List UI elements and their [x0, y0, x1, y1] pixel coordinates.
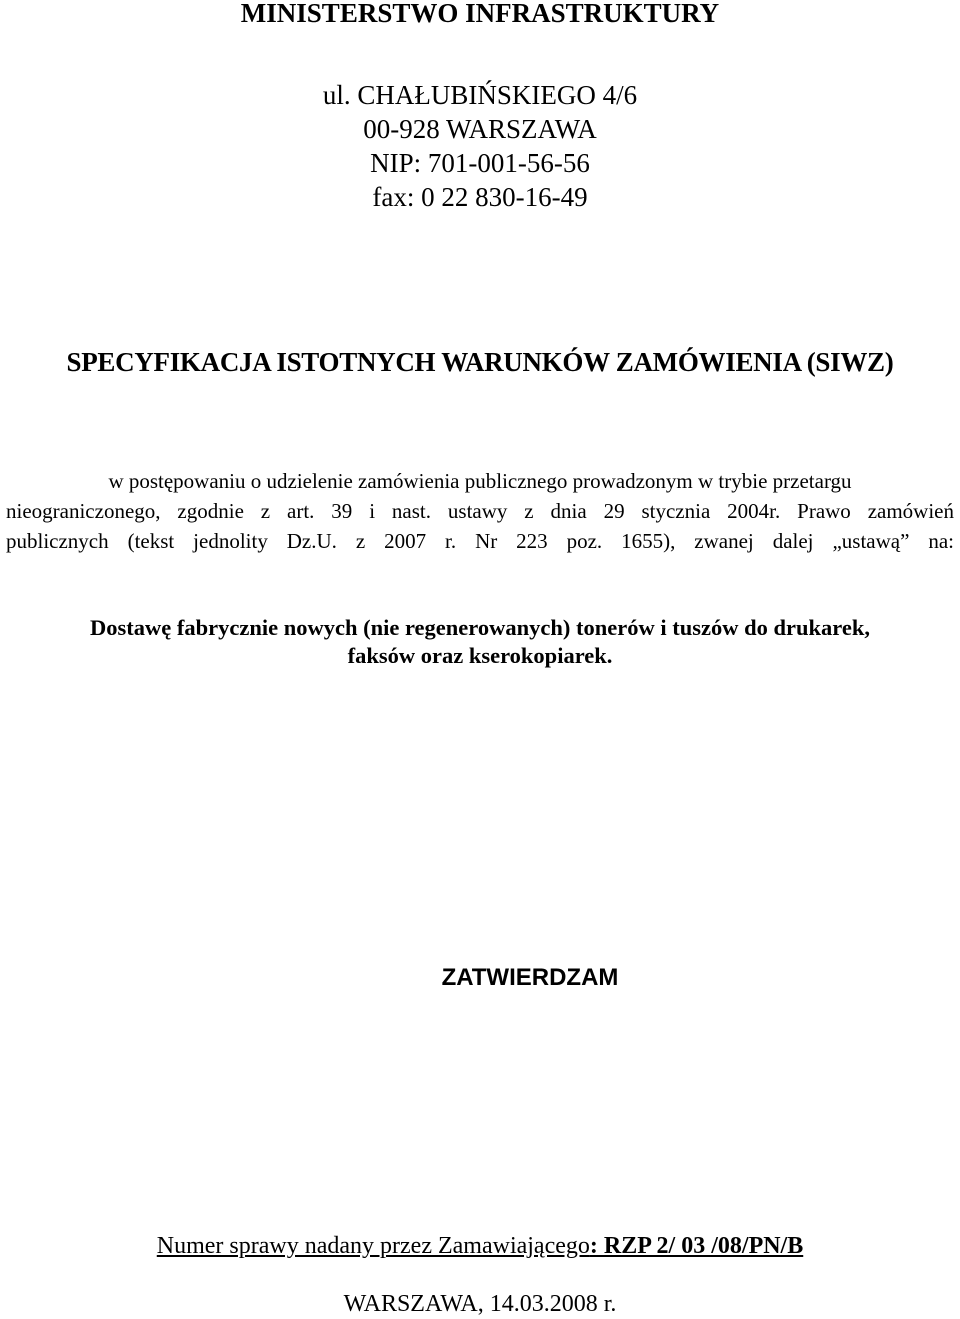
document-title: SPECYFIKACJA ISTOTNYCH WARUNKÓW ZAMÓWIENIA (SIWZ) — [66, 347, 894, 377]
intro-line: w postępowaniu o udzielenie zamówienia publicznego prowadzonym w trybie przetargu — [108, 469, 852, 493]
subject-line: Dostawę fabrycznie nowych (nie regenerowanych) tonerów i tuszów do drukarek, — [90, 615, 870, 640]
case-number-value: : RZP 2/ 03 /08/PN/B — [589, 1233, 804, 1259]
intro-line: publicznych (tekst jednolity Dz.U. z 2007 r. Nr 223 poz. 1655), zwanej dalej „ustawą” na: — [6, 529, 954, 553]
address-street: ul. CHAŁUBIŃSKIEGO 4/6 — [322, 80, 638, 110]
place-and-date: WARSZAWA, 14.03.2008 r. — [343, 1291, 617, 1317]
case-number-label: Numer sprawy nadany przez Zamawiającego — [156, 1233, 590, 1259]
approval-label: ZATWIERDZAM — [441, 964, 619, 991]
address-city: 00-928 WARSZAWA — [363, 114, 597, 144]
address-fax: fax: 0 22 830-16-49 — [372, 182, 588, 212]
case-number — [0, 1234, 960, 1258]
intro-line: nieograniczonego, zgodnie z art. 39 i nast. ustawy z dnia 29 stycznia 2004r. Prawo zamówień — [6, 499, 954, 523]
ministry-name: MINISTERSTWO INFRASTRUKTURY — [240, 0, 720, 28]
intro-paragraph — [6, 466, 954, 556]
subject-line: faksów oraz kserokopiarek. — [347, 643, 613, 668]
order-subject — [0, 614, 960, 670]
address-nip: NIP: 701-001-56-56 — [370, 148, 590, 178]
